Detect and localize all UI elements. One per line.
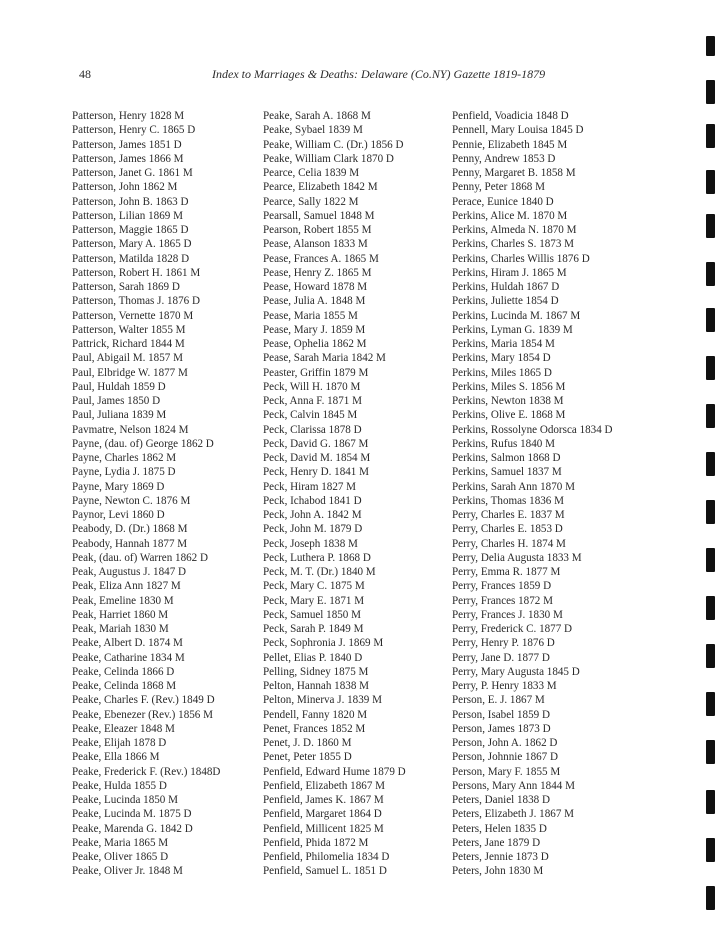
index-entry: Peck, Ichabod 1841 D bbox=[263, 494, 362, 507]
index-entry: Perkins, Charles Willis 1876 D bbox=[452, 252, 590, 265]
index-entry: Pease, Henry Z. 1865 M bbox=[263, 266, 372, 279]
index-entry: Pennie, Elizabeth 1845 M bbox=[452, 138, 568, 151]
index-entry: Perkins, Olive E. 1868 M bbox=[452, 409, 566, 422]
index-entry: Pelton, Hannah 1838 M bbox=[263, 680, 369, 692]
index-entry: Peake, William Clark 1870 D bbox=[263, 152, 394, 165]
index-entry: Peake, Oliver Jr. 1848 M bbox=[72, 865, 183, 878]
binding-hole bbox=[706, 886, 715, 910]
index-entry: Penfield, Margaret 1864 D bbox=[263, 808, 382, 821]
index-entry: Peck, David M. 1854 M bbox=[263, 452, 371, 464]
index-entry: Peake, Elijah 1878 D bbox=[72, 737, 167, 749]
index-entry: Patterson, Matilda 1828 D bbox=[72, 252, 190, 265]
index-entry: Perry, Jane D. 1877 D bbox=[452, 651, 550, 664]
index-entry: Peake, Sarah A. 1868 M bbox=[263, 110, 371, 122]
page-number: 48 bbox=[79, 67, 91, 81]
index-entry: Perkins, Thomas 1836 M bbox=[452, 494, 564, 507]
binding-hole bbox=[706, 596, 715, 620]
index-entry: Pavmatre, Nelson 1824 M bbox=[72, 423, 189, 436]
index-entry: Perkins, Maria 1854 M bbox=[452, 338, 555, 350]
index-entry: Peake, Ebenezer (Rev.) 1856 M bbox=[72, 708, 213, 721]
index-entry: Payne, Newton C. 1876 M bbox=[72, 494, 191, 507]
index-entry: Pelling, Sidney 1875 M bbox=[263, 665, 369, 678]
index-entry: Peake, Eleazer 1848 M bbox=[72, 722, 175, 735]
index-entry: Payne, (dau. of) George 1862 D bbox=[72, 437, 214, 450]
index-entry: Payne, Lydia J. 1875 D bbox=[72, 466, 176, 479]
index-entry: Peck, Mary E. 1871 M bbox=[263, 594, 365, 607]
index-entry: Person, John A. 1862 D bbox=[452, 737, 558, 749]
binding-hole bbox=[706, 170, 715, 194]
index-entry: Peck, Clarissa 1878 D bbox=[263, 423, 362, 436]
index-entry: Peck, John A. 1842 M bbox=[263, 509, 362, 521]
index-entry: Patterson, Lilian 1869 M bbox=[72, 209, 183, 222]
index-entry: Pease, Sarah Maria 1842 M bbox=[263, 352, 386, 365]
index-entry: Peters, Helen 1835 D bbox=[452, 822, 547, 835]
index-entry: Peck, Mary C. 1875 M bbox=[263, 580, 365, 593]
index-entry: Patterson, Mary A. 1865 D bbox=[72, 238, 192, 251]
index-entry: Perkins, Samuel 1837 M bbox=[452, 466, 562, 479]
index-entry: Perkins, Juliette 1854 D bbox=[452, 295, 559, 308]
index-entry: Pease, Howard 1878 M bbox=[263, 281, 368, 293]
binding-hole bbox=[706, 124, 715, 148]
index-entry: Peters, Daniel 1838 D bbox=[452, 794, 550, 806]
index-entry: Person, Isabel 1859 D bbox=[452, 708, 550, 721]
index-entry: Patterson, Henry C. 1865 D bbox=[72, 124, 196, 137]
index-entry: Person, Mary F. 1855 M bbox=[452, 765, 561, 778]
index-entry: Penet, Peter 1855 D bbox=[263, 751, 352, 764]
index-entry: Peck, David G. 1867 M bbox=[263, 437, 369, 450]
index-entry: Peak, Eliza Ann 1827 M bbox=[72, 580, 181, 593]
index-entry: Patterson, Maggie 1865 D bbox=[72, 224, 189, 236]
index-entry: Paynor, Levi 1860 D bbox=[72, 509, 165, 521]
index-entry: Penfield, Voadicia 1848 D bbox=[452, 110, 569, 122]
index-entry: Patterson, James 1851 D bbox=[72, 138, 182, 151]
binding-hole bbox=[706, 80, 715, 104]
index-entry: Peck, Henry D. 1841 M bbox=[263, 466, 369, 479]
index-entry: Peak, Harriet 1860 M bbox=[72, 608, 169, 621]
index-entry: Person, James 1873 D bbox=[452, 722, 551, 735]
index-entry: Person, Johnnie 1867 D bbox=[452, 751, 559, 764]
index-entry: Patterson, John B. 1863 D bbox=[72, 195, 189, 208]
binding-hole bbox=[706, 790, 715, 814]
index-entry: Penfield, Phida 1872 M bbox=[263, 836, 369, 849]
index-entry: Penfield, Millicent 1825 M bbox=[263, 822, 384, 835]
index-entry: Peake, Lucinda 1850 M bbox=[72, 794, 178, 806]
index-entry: Pease, Frances A. 1865 M bbox=[263, 252, 379, 265]
index-entry: Peabody, D. (Dr.) 1868 M bbox=[72, 523, 188, 536]
index-entry: Peters, John 1830 M bbox=[452, 865, 544, 878]
index-entry: Patterson, James 1866 M bbox=[72, 152, 184, 165]
index-entry: Perry, Frances J. 1830 M bbox=[452, 608, 563, 621]
index-entry: Pease, Julia A. 1848 M bbox=[263, 295, 366, 308]
index-entry: Peake, Ella 1866 M bbox=[72, 751, 160, 764]
index-entry: Payne, Mary 1869 D bbox=[72, 480, 165, 493]
index-entry: Peck, Joseph 1838 M bbox=[263, 537, 358, 550]
index-entry: Perry, Frances 1859 D bbox=[452, 580, 552, 593]
index-entry: Perry, Frederick C. 1877 D bbox=[452, 623, 573, 635]
index-entry: Peak, Emeline 1830 M bbox=[72, 594, 174, 607]
index-entry: Perry, Charles E. 1837 M bbox=[452, 509, 565, 521]
index-entry: Pendell, Fanny 1820 M bbox=[263, 708, 368, 721]
index-entry: Peake, Marenda G. 1842 D bbox=[72, 822, 193, 835]
index-entry: Peters, Elizabeth J. 1867 M bbox=[452, 808, 575, 821]
index-entry: Penfield, Samuel L. 1851 D bbox=[263, 865, 387, 878]
index-entry: Peck, Luthera P. 1868 D bbox=[263, 551, 371, 564]
index-entry: Pearce, Elizabeth 1842 M bbox=[263, 181, 378, 194]
binding-hole bbox=[706, 452, 715, 476]
index-entry: Peck, Calvin 1845 M bbox=[263, 409, 358, 422]
index-entry: Peake, Catharine 1834 M bbox=[72, 651, 185, 664]
index-entry: Penny, Peter 1868 M bbox=[452, 181, 545, 194]
index-entry: Penet, J. D. 1860 M bbox=[263, 737, 352, 749]
index-entry: Paul, Juliana 1839 M bbox=[72, 409, 167, 422]
index-entry: Peters, Jennie 1873 D bbox=[452, 851, 549, 863]
binding-hole bbox=[706, 214, 715, 238]
index-entry: Peake, Maria 1865 M bbox=[72, 836, 169, 849]
running-head-title: Index to Marriages & Deaths: Delaware (Co.NY) Gazette 1819-1879 bbox=[212, 67, 546, 81]
index-entry: Patterson, Henry 1828 M bbox=[72, 110, 185, 122]
index-entry: Perkins, Lyman G. 1839 M bbox=[452, 323, 573, 336]
index-entry: Pearce, Sally 1822 M bbox=[263, 195, 359, 208]
index-entry: Perkins, Mary 1854 D bbox=[452, 352, 551, 365]
index-entry: Person, E. J. 1867 M bbox=[452, 694, 545, 707]
index-entry: Peake, Lucinda M. 1875 D bbox=[72, 808, 192, 821]
index-entry: Patterson, Janet G. 1861 M bbox=[72, 167, 193, 179]
index-entry: Penfield, James K. 1867 M bbox=[263, 794, 384, 806]
index-entry: Peake, Celinda 1866 D bbox=[72, 665, 175, 678]
index-entry: Pearsall, Samuel 1848 M bbox=[263, 209, 375, 222]
index-entry: Peake, Frederick F. (Rev.) 1848D bbox=[72, 765, 221, 778]
index-entry: Peak, Mariah 1830 M bbox=[72, 623, 169, 635]
index-entry: Peake, Celinda 1868 M bbox=[72, 680, 177, 692]
index-entry: Perkins, Sarah Ann 1870 M bbox=[452, 480, 575, 493]
index-entry: Peak, (dau. of) Warren 1862 D bbox=[72, 551, 208, 564]
index-entry: Penfield, Elizabeth 1867 M bbox=[263, 779, 386, 792]
index-entry: Peake, Hulda 1855 D bbox=[72, 779, 167, 792]
index-entry: Peck, Will H. 1870 M bbox=[263, 380, 361, 393]
index-entry: Pearson, Robert 1855 M bbox=[263, 224, 372, 236]
index-entry: Paul, Elbridge W. 1877 M bbox=[72, 366, 188, 379]
index-entry: Pattrick, Richard 1844 M bbox=[72, 338, 185, 350]
index-entry: Peak, Augustus J. 1847 D bbox=[72, 566, 187, 578]
index-entry: Perkins, Newton 1838 M bbox=[452, 395, 564, 407]
index-entry: Pearce, Celia 1839 M bbox=[263, 167, 360, 179]
index-entry: Paul, James 1850 D bbox=[72, 395, 161, 407]
index-entry: Perkins, Charles S. 1873 M bbox=[452, 238, 575, 251]
index-entry: Penny, Margaret B. 1858 M bbox=[452, 167, 576, 179]
index-entry: Patterson, Vernette 1870 M bbox=[72, 309, 194, 322]
index-entry: Patterson, Robert H. 1861 M bbox=[72, 266, 201, 279]
index-entry: Perkins, Miles 1865 D bbox=[452, 366, 552, 379]
index-entry: Peck, Sarah P. 1849 M bbox=[263, 623, 364, 635]
index-entry: Pease, Mary J. 1859 M bbox=[263, 323, 366, 336]
index-entry: Penfield, Philomelia 1834 D bbox=[263, 851, 390, 863]
index-entry: Pease, Alanson 1833 M bbox=[263, 238, 368, 251]
index-entry: Perry, Charles E. 1853 D bbox=[452, 523, 563, 536]
index-entry: Perry, Mary Augusta 1845 D bbox=[452, 665, 580, 678]
index-entry: Perry, Henry P. 1876 D bbox=[452, 637, 555, 650]
index-entry: Perkins, Lucinda M. 1867 M bbox=[452, 309, 581, 322]
binding-hole bbox=[706, 740, 715, 764]
index-entry: Penfield, Edward Hume 1879 D bbox=[263, 765, 406, 778]
index-entry: Perkins, Huldah 1867 D bbox=[452, 281, 560, 293]
index-entry: Perry, Charles H. 1874 M bbox=[452, 537, 566, 550]
index-entry: Payne, Charles 1862 M bbox=[72, 452, 177, 464]
index-entry: Peck, Hiram 1827 M bbox=[263, 480, 357, 493]
binding-hole bbox=[706, 36, 715, 56]
index-entry: Pellet, Elias P. 1840 D bbox=[263, 651, 363, 664]
binding-hole bbox=[706, 356, 715, 380]
index-entry: Perry, Frances 1872 M bbox=[452, 594, 553, 607]
index-entry: Perace, Eunice 1840 D bbox=[452, 195, 554, 208]
index-entry: Perkins, Alice M. 1870 M bbox=[452, 209, 568, 222]
index-entry: Perkins, Rossolyne Odorsca 1834 D bbox=[452, 423, 613, 436]
index-entry: Perry, P. Henry 1833 M bbox=[452, 680, 557, 692]
index-entry: Patterson, Thomas J. 1876 D bbox=[72, 295, 200, 308]
binding-hole bbox=[706, 500, 715, 524]
index-entry: Peake, Oliver 1865 D bbox=[72, 851, 169, 863]
index-entry: Peck, John M. 1879 D bbox=[263, 523, 363, 536]
binding-hole bbox=[706, 404, 715, 428]
binding-hole bbox=[706, 548, 715, 572]
index-entry: Persons, Mary Ann 1844 M bbox=[452, 779, 575, 792]
index-entry: Patterson, Walter 1855 M bbox=[72, 323, 186, 336]
index-entry: Pease, Ophelia 1862 M bbox=[263, 338, 367, 350]
index-entry: Perkins, Salmon 1868 D bbox=[452, 452, 561, 464]
binding-hole bbox=[706, 262, 715, 286]
index-entry: Peake, Albert D. 1874 M bbox=[72, 637, 183, 650]
index-entry: Peck, Samuel 1850 M bbox=[263, 608, 361, 621]
index-entry: Perkins, Miles S. 1856 M bbox=[452, 380, 566, 393]
index-entry: Perkins, Rufus 1840 M bbox=[452, 437, 555, 450]
index-entry: Pennell, Mary Louisa 1845 D bbox=[452, 124, 584, 137]
index-entry: Paul, Huldah 1859 D bbox=[72, 380, 166, 393]
index-entry: Peake, Charles F. (Rev.) 1849 D bbox=[72, 694, 215, 707]
index-entry: Perry, Emma R. 1877 M bbox=[452, 566, 561, 578]
index-entry: Pelton, Minerva J. 1839 M bbox=[263, 694, 382, 707]
index-entry: Paul, Abigail M. 1857 M bbox=[72, 352, 183, 365]
index-entry: Perry, Delia Augusta 1833 M bbox=[452, 551, 582, 564]
binding-hole bbox=[706, 838, 715, 862]
index-entry: Patterson, Sarah 1869 D bbox=[72, 281, 180, 293]
index-entry: Peaster, Griffin 1879 M bbox=[263, 366, 369, 379]
index-entry: Peck, M. T. (Dr.) 1840 M bbox=[263, 566, 376, 578]
index-entry: Peabody, Hannah 1877 M bbox=[72, 537, 188, 550]
index-entry: Penny, Andrew 1853 D bbox=[452, 152, 556, 165]
binding-hole bbox=[706, 644, 715, 668]
index-entry: Peck, Sophronia J. 1869 M bbox=[263, 637, 384, 650]
index-entry: Peters, Jane 1879 D bbox=[452, 836, 541, 849]
index-entry: Peake, Sybael 1839 M bbox=[263, 124, 363, 137]
index-entry: Perkins, Almeda N. 1870 M bbox=[452, 224, 577, 236]
index-entry: Patterson, John 1862 M bbox=[72, 181, 178, 194]
index-entry: Perkins, Hiram J. 1865 M bbox=[452, 266, 567, 279]
index-entry: Peake, William C. (Dr.) 1856 D bbox=[263, 138, 404, 151]
index-entry: Peck, Anna F. 1871 M bbox=[263, 395, 362, 407]
index-entry: Pease, Maria 1855 M bbox=[263, 309, 358, 322]
binding-hole bbox=[706, 692, 715, 716]
index-entry: Penet, Frances 1852 M bbox=[263, 722, 366, 735]
binding-hole bbox=[706, 308, 715, 332]
